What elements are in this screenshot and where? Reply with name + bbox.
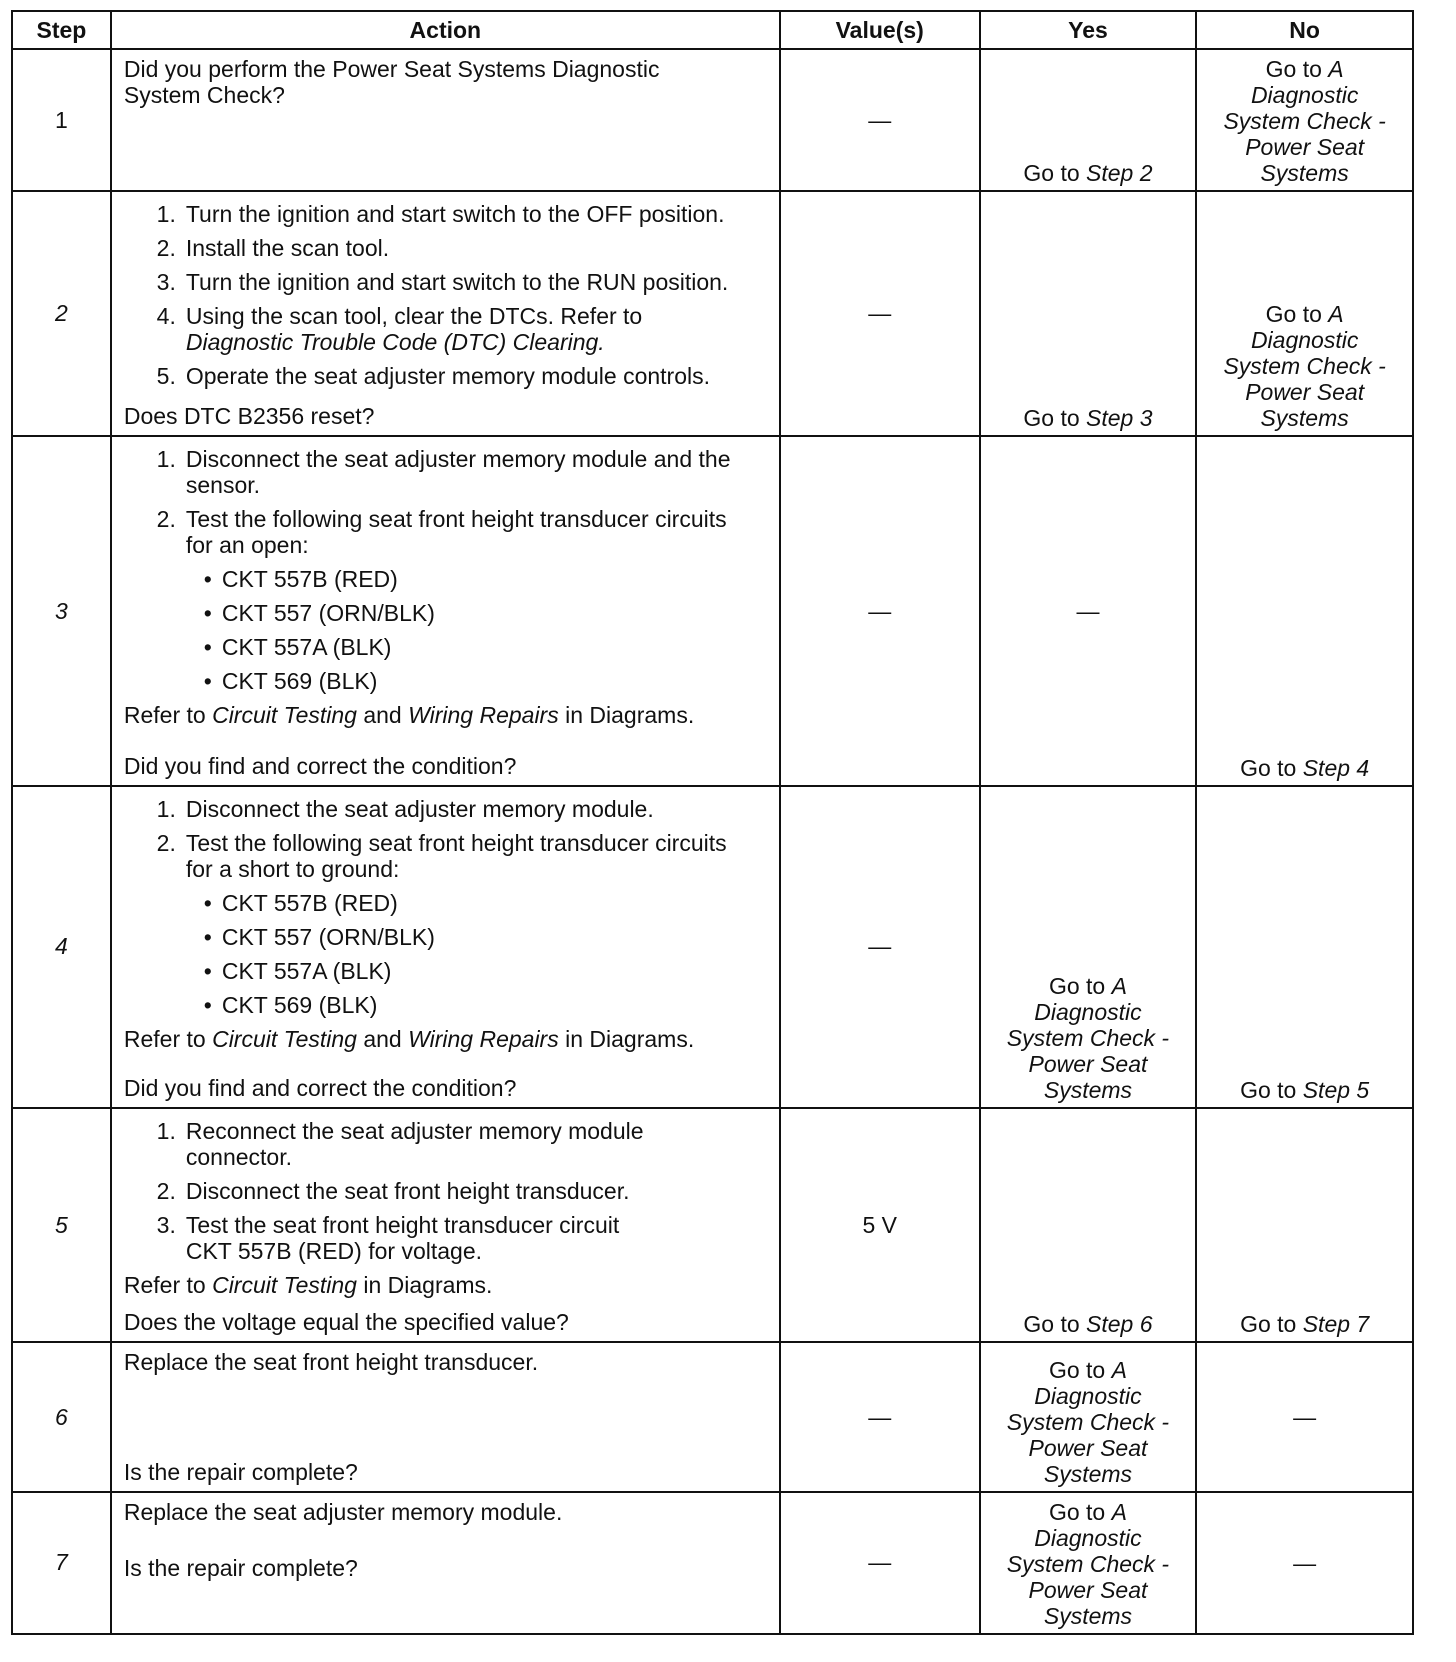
action-cell bbox=[111, 1492, 780, 1634]
yes-goto-diagnostic-check: Go to A Diagnostic System Check - Power Seat Systems bbox=[1006, 1499, 1170, 1629]
circuit-item: • CKT 557A (BLK) bbox=[203, 957, 392, 984]
list-item: 1. Reconnect the seat adjuster memory module connector. bbox=[156, 1117, 644, 1170]
value-cell: — bbox=[780, 1342, 980, 1491]
list-item: 3. Test the seat front height transducer circuit CKT 557B (RED) for voltage. bbox=[156, 1211, 620, 1264]
circuit-item: • CKT 569 (BLK) bbox=[203, 991, 378, 1018]
no-goto-diagnostic-check: Go to A Diagnostic System Check - Power Seat Systems bbox=[1223, 56, 1386, 187]
step-number: 6 bbox=[12, 1342, 111, 1491]
question-text: Did you find and correct the condition? bbox=[123, 1074, 517, 1101]
list-item: 1. Turn the ignition and start switch to the OFF position. bbox=[156, 201, 725, 228]
list-item: 2. Install the scan tool. bbox=[156, 235, 390, 262]
step-number: 4 bbox=[12, 786, 111, 1108]
list-item: 3. Turn the ignition and start switch to the RUN position. bbox=[156, 269, 729, 296]
question-text: Does the voltage equal the specified value? bbox=[123, 1309, 569, 1336]
yes-cell bbox=[980, 49, 1197, 191]
value-cell: — bbox=[780, 436, 980, 786]
table-row bbox=[12, 1108, 1413, 1343]
yes-cell bbox=[980, 436, 1197, 786]
table-row bbox=[12, 191, 1413, 436]
yes-cell bbox=[980, 191, 1197, 436]
circuit-item: • CKT 557 (ORN/BLK) bbox=[203, 600, 435, 627]
question-text: Is the repair complete? bbox=[123, 1458, 358, 1485]
no-cell bbox=[1196, 1108, 1413, 1343]
value-cell: — bbox=[780, 786, 980, 1108]
no-goto: Go to Step 7 bbox=[1240, 1311, 1370, 1338]
list-item: 1. Disconnect the seat adjuster memory module and the sensor. bbox=[156, 446, 731, 499]
action-cell bbox=[111, 1108, 780, 1343]
no-cell bbox=[1196, 49, 1413, 191]
refer-text: Refer to Circuit Testing in Diagrams. bbox=[123, 1271, 493, 1298]
list-item: 5. Operate the seat adjuster memory module controls. bbox=[156, 363, 710, 390]
action-text: Did you perform the Power Seat Systems Diagnostic System Check? bbox=[123, 56, 660, 108]
action-cell bbox=[111, 1342, 780, 1491]
action-cell bbox=[111, 786, 780, 1108]
yes-goto: Go to Step 2 bbox=[1023, 160, 1153, 187]
question-text: Is the repair complete? bbox=[123, 1554, 358, 1581]
header-yes: Yes bbox=[980, 11, 1197, 49]
no-cell bbox=[1196, 436, 1413, 786]
no-cell bbox=[1196, 1342, 1413, 1491]
step-number: 2 bbox=[12, 191, 111, 436]
yes-cell bbox=[980, 1342, 1197, 1491]
no-cell bbox=[1196, 786, 1413, 1108]
header-no: No bbox=[1196, 11, 1413, 49]
value-cell: — bbox=[780, 49, 980, 191]
yes-cell bbox=[980, 786, 1197, 1108]
table-row bbox=[12, 786, 1413, 1108]
yes-goto-diagnostic-check: Go to A Diagnostic System Check - Power Seat Systems bbox=[1006, 1356, 1170, 1487]
question-text: Did you find and correct the condition? bbox=[123, 752, 517, 779]
table-row bbox=[12, 49, 1413, 191]
yes-dash: — bbox=[1076, 598, 1100, 625]
action-cell bbox=[111, 49, 780, 191]
yes-cell bbox=[980, 1108, 1197, 1343]
yes-goto-diagnostic-check: Go to A Diagnostic System Check - Power Seat Systems bbox=[1006, 972, 1170, 1103]
action-text: Replace the seat adjuster memory module. bbox=[123, 1498, 563, 1525]
no-dash: — bbox=[1293, 1404, 1317, 1431]
step-number: 1 bbox=[12, 49, 111, 191]
action-cell bbox=[111, 191, 780, 436]
circuit-item: • CKT 557 (ORN/BLK) bbox=[203, 923, 435, 950]
header-row bbox=[12, 11, 1413, 49]
no-cell bbox=[1196, 191, 1413, 436]
action-text: Replace the seat front height transducer. bbox=[123, 1349, 539, 1376]
list-item: 2. Disconnect the seat front height transducer. bbox=[156, 1177, 630, 1204]
header-step: Step bbox=[12, 11, 111, 49]
refer-text: Refer to Circuit Testing and Wiring Repairs in Diagrams. bbox=[123, 702, 695, 729]
value-cell: — bbox=[780, 191, 980, 436]
step-number: 7 bbox=[12, 1492, 111, 1634]
yes-goto: Go to Step 6 bbox=[1023, 1311, 1153, 1338]
table-row bbox=[12, 1492, 1413, 1634]
value-cell: — bbox=[780, 1492, 980, 1634]
list-item: 2. Test the following seat front height transducer circuits for an open: bbox=[156, 506, 727, 559]
circuit-item: • CKT 569 (BLK) bbox=[203, 668, 378, 695]
yes-goto: Go to Step 3 bbox=[1023, 405, 1153, 432]
header-action: Action bbox=[111, 11, 780, 49]
no-cell bbox=[1196, 1492, 1413, 1634]
action-cell bbox=[111, 436, 780, 786]
value-cell: 5 V bbox=[780, 1108, 980, 1343]
no-dash: — bbox=[1293, 1549, 1317, 1576]
refer-text: Refer to Circuit Testing and Wiring Repairs in Diagrams. bbox=[123, 1025, 695, 1052]
list-item: 4. Using the scan tool, clear the DTCs. Refer to Diagnostic Trouble Code (DTC) Clearing. bbox=[156, 303, 643, 356]
step-number: 3 bbox=[12, 436, 111, 786]
table-row bbox=[12, 1342, 1413, 1491]
circuit-item: • CKT 557B (RED) bbox=[203, 566, 398, 593]
no-goto: Go to Step 4 bbox=[1240, 754, 1370, 781]
no-goto-diagnostic-check: Go to A Diagnostic System Check - Power Seat Systems bbox=[1223, 301, 1386, 432]
no-goto: Go to Step 5 bbox=[1240, 1076, 1370, 1103]
yes-cell bbox=[980, 1492, 1197, 1634]
table-row bbox=[12, 436, 1413, 786]
circuit-item: • CKT 557A (BLK) bbox=[203, 634, 392, 661]
circuit-item: • CKT 557B (RED) bbox=[203, 889, 398, 916]
step-number: 5 bbox=[12, 1108, 111, 1343]
list-item: 1. Disconnect the seat adjuster memory module. bbox=[156, 795, 654, 822]
diagnostic-table bbox=[11, 10, 1414, 1635]
header-values: Value(s) bbox=[780, 11, 980, 49]
question-text: Does DTC B2356 reset? bbox=[123, 403, 375, 430]
list-item: 2. Test the following seat front height transducer circuits for a short to ground: bbox=[156, 829, 727, 882]
